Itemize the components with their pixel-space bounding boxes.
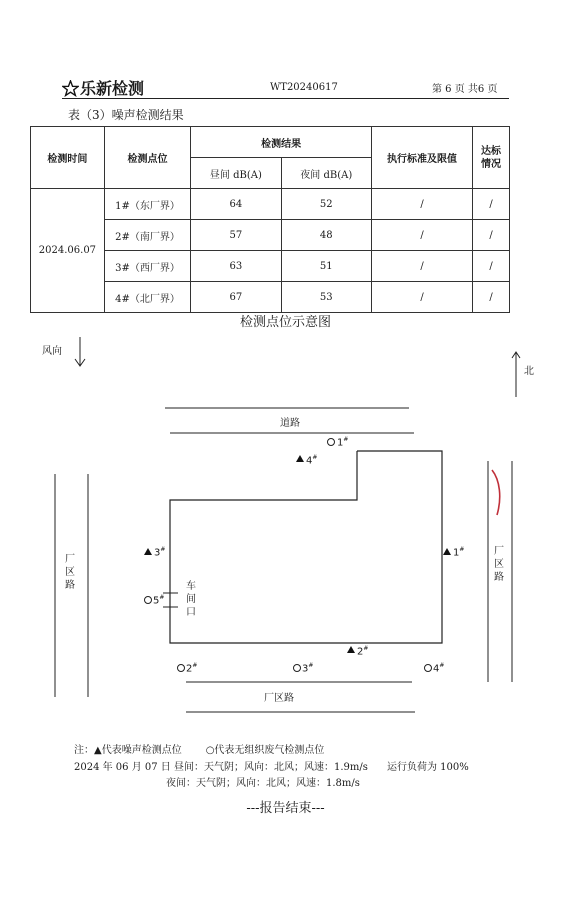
night-cell: 48 bbox=[281, 220, 371, 251]
road-south-label: 厂区路 bbox=[264, 693, 294, 704]
standard-cell: / bbox=[371, 189, 472, 220]
day-cell: 64 bbox=[191, 189, 281, 220]
standard-cell: / bbox=[371, 282, 472, 313]
day-cell: 57 bbox=[191, 220, 281, 251]
header-compliance: 达标情况 bbox=[473, 127, 510, 189]
legend-prefix: 注： bbox=[74, 745, 94, 756]
plant-boundary bbox=[170, 451, 442, 643]
header-day: 昼间 dB(A) bbox=[191, 158, 281, 189]
page-info: 第 6 页 共6 页 bbox=[432, 84, 498, 95]
noise-point-3-label: 3# bbox=[154, 546, 166, 559]
header-date: 检测时间 bbox=[31, 127, 105, 189]
table-title: 表（3）噪声检测结果 bbox=[68, 108, 184, 122]
gas-point-4-label: 4# bbox=[433, 662, 445, 675]
noise-point-3-marker bbox=[144, 548, 152, 555]
noise-point-1-marker bbox=[443, 548, 451, 555]
legend-noise: ▲代表噪声检测点位 bbox=[94, 745, 182, 756]
weather-day: 2024 年 06 月 07 日 昼间：天气阴；风向：北风；风速：1.9m/s bbox=[74, 762, 368, 773]
standard-cell: / bbox=[371, 251, 472, 282]
noise-point-4-marker bbox=[296, 455, 304, 462]
header-point: 检测点位 bbox=[104, 127, 190, 189]
noise-point-1-label: 1# bbox=[453, 546, 465, 559]
gas-point-1-marker bbox=[328, 439, 335, 446]
west-area-label: 厂区路 bbox=[65, 554, 75, 591]
gate-label: 车间口 bbox=[186, 581, 196, 618]
legend-line bbox=[74, 741, 324, 756]
compliance-cell: / bbox=[473, 189, 510, 220]
night-cell: 51 bbox=[281, 251, 371, 282]
night-cell: 52 bbox=[281, 189, 371, 220]
road-north-label: 道路 bbox=[280, 418, 300, 429]
point-cell: 4#（北厂界） bbox=[104, 282, 190, 313]
date-cell: 2024.06.07 bbox=[31, 189, 105, 313]
gas-point-3-marker bbox=[294, 665, 301, 672]
wind-label: 风向 bbox=[42, 346, 62, 357]
diagram-title: 检测点位示意图 bbox=[239, 315, 331, 330]
gas-point-2-label: 2# bbox=[186, 662, 198, 675]
red-signature-mark bbox=[492, 470, 500, 515]
point-cell: 1#（东厂界） bbox=[104, 189, 190, 220]
report-number: WT20240617 bbox=[270, 82, 338, 93]
day-cell: 67 bbox=[191, 282, 281, 313]
gas-point-4-marker bbox=[425, 665, 432, 672]
gas-point-5-marker bbox=[145, 597, 152, 604]
day-cell: 63 bbox=[191, 251, 281, 282]
legend-gas: ○代表无组织废气检测点位 bbox=[205, 745, 325, 756]
gas-point-1-label: 1# bbox=[337, 436, 349, 449]
report-end: ---报告结束--- bbox=[246, 801, 325, 816]
compliance-cell: / bbox=[473, 282, 510, 313]
gas-point-3-label: 3# bbox=[302, 662, 314, 675]
header-standard: 执行标准及限值 bbox=[371, 127, 472, 189]
noise-point-2-label: 2# bbox=[357, 645, 369, 658]
north-label: 北 bbox=[524, 366, 534, 377]
weather-night: 夜间：天气阴；风向：北风；风速：1.8m/s bbox=[166, 778, 360, 789]
standard-cell: / bbox=[371, 220, 472, 251]
company-name: 乐新检测 bbox=[80, 79, 145, 98]
wind-arrow-icon bbox=[75, 337, 85, 366]
east-area-label: 厂区路 bbox=[494, 546, 504, 583]
header-result: 检测结果 bbox=[191, 127, 372, 158]
north-arrow-icon bbox=[512, 352, 520, 397]
compliance-cell: / bbox=[473, 251, 510, 282]
gas-point-5-label: 5# bbox=[153, 594, 165, 607]
compliance-cell: / bbox=[473, 220, 510, 251]
point-cell: 2#（南厂界） bbox=[104, 220, 190, 251]
gas-point-2-marker bbox=[178, 665, 185, 672]
noise-point-4-label: 4# bbox=[306, 454, 318, 467]
night-cell: 53 bbox=[281, 282, 371, 313]
point-cell: 3#（西厂界） bbox=[104, 251, 190, 282]
header-night: 夜间 dB(A) bbox=[281, 158, 371, 189]
noise-point-2-marker bbox=[347, 646, 355, 653]
operating-load: 运行负荷为 100% bbox=[387, 762, 469, 773]
